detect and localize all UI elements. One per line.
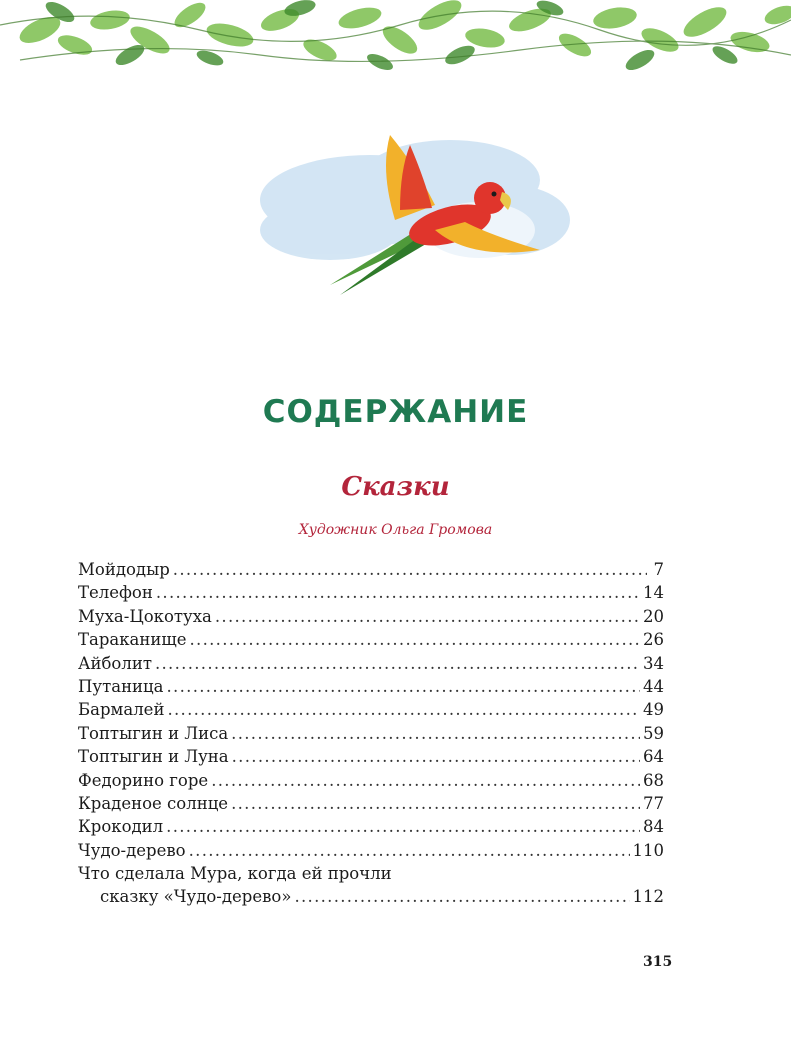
toc-leader-dots: [166, 817, 640, 836]
toc-entry[interactable]: [78, 583, 664, 606]
toc-leader-dots: [155, 654, 640, 673]
toc-entry-page: 34: [643, 653, 664, 673]
toc-entry-title: Федорино горе: [78, 770, 209, 790]
table-of-contents: [78, 560, 664, 911]
page-title: СОДЕРЖАНИЕ: [262, 394, 529, 430]
section-artist: Художник Ольга Громова: [298, 522, 493, 538]
toc-leader-dots: [190, 630, 641, 649]
toc-entry-page: 26: [643, 630, 664, 650]
toc-entry[interactable]: [78, 560, 664, 583]
toc-entry-title: Тараканище: [78, 630, 187, 650]
toc-entry-page: 112: [632, 887, 664, 907]
toc-leader-dots: [294, 887, 629, 906]
toc-leader-dots: [189, 841, 630, 860]
toc-entry-page: 59: [643, 723, 664, 743]
toc-entry-title: Айболит: [78, 653, 152, 673]
parrot-on-cloud-illustration: [250, 110, 580, 330]
toc-entry[interactable]: [78, 630, 664, 653]
toc-leader-dots: [231, 724, 640, 743]
toc-leader-dots: [211, 771, 640, 790]
toc-leader-dots: [167, 700, 640, 719]
toc-entry-title-line1: Что сделала Мура, когда ей прочли: [78, 864, 392, 884]
toc-entry[interactable]: [78, 771, 664, 794]
toc-entry-page: 44: [643, 676, 664, 696]
leaves-border-illustration: [0, 0, 791, 80]
toc-entry-title: Краденое солнце: [78, 793, 229, 813]
toc-entry-title: Мойдодыр: [78, 560, 170, 579]
toc-entry-multiline-first[interactable]: [78, 864, 664, 887]
toc-entry-page: 77: [643, 793, 664, 813]
toc-entry[interactable]: [78, 724, 664, 747]
toc-entry[interactable]: [78, 677, 664, 700]
toc-entry-title: Путаница: [78, 676, 164, 696]
toc-entry-title: Бармалей: [78, 700, 165, 720]
toc-entry[interactable]: [78, 654, 664, 677]
page-number: 315: [643, 954, 673, 970]
toc-entry[interactable]: [78, 747, 664, 770]
toc-entry-page: 20: [643, 606, 664, 626]
toc-entry[interactable]: [78, 817, 664, 840]
toc-entry-page: 7: [653, 560, 664, 579]
toc-leader-dots: [167, 677, 640, 696]
toc-entry-title: Муха-Цокотуха: [78, 606, 212, 626]
toc-leader-dots: [215, 607, 640, 626]
toc-leader-dots: [232, 747, 640, 766]
toc-entry[interactable]: [78, 700, 664, 723]
toc-entry-title: Топтыгин и Луна: [78, 747, 229, 767]
toc-entry-page: 14: [643, 583, 664, 603]
toc-entry[interactable]: [78, 841, 664, 864]
section-heading: Сказки: [341, 472, 450, 502]
toc-entry[interactable]: [78, 607, 664, 630]
toc-entry-page: 68: [643, 770, 664, 790]
toc-entry-title: Крокодил: [78, 817, 164, 837]
toc-entry[interactable]: [78, 794, 664, 817]
toc-entry-multiline-continuation[interactable]: [78, 887, 664, 910]
toc-entry-page: 84: [643, 817, 664, 837]
toc-leader-dots: [156, 583, 640, 602]
toc-entry-page: 64: [643, 747, 664, 767]
toc-leader-dots: [173, 560, 647, 579]
toc-entry-title: Топтыгин и Лиса: [78, 723, 229, 743]
toc-entry-title-line2: сказку «Чудо-дерево»: [100, 887, 292, 907]
toc-entry-title: Чудо-дерево: [78, 840, 186, 860]
toc-entry-title: Телефон: [78, 583, 153, 603]
toc-entry-page: 110: [632, 840, 664, 860]
toc-entry-page: 49: [643, 700, 664, 720]
toc-leader-dots: [231, 794, 640, 813]
